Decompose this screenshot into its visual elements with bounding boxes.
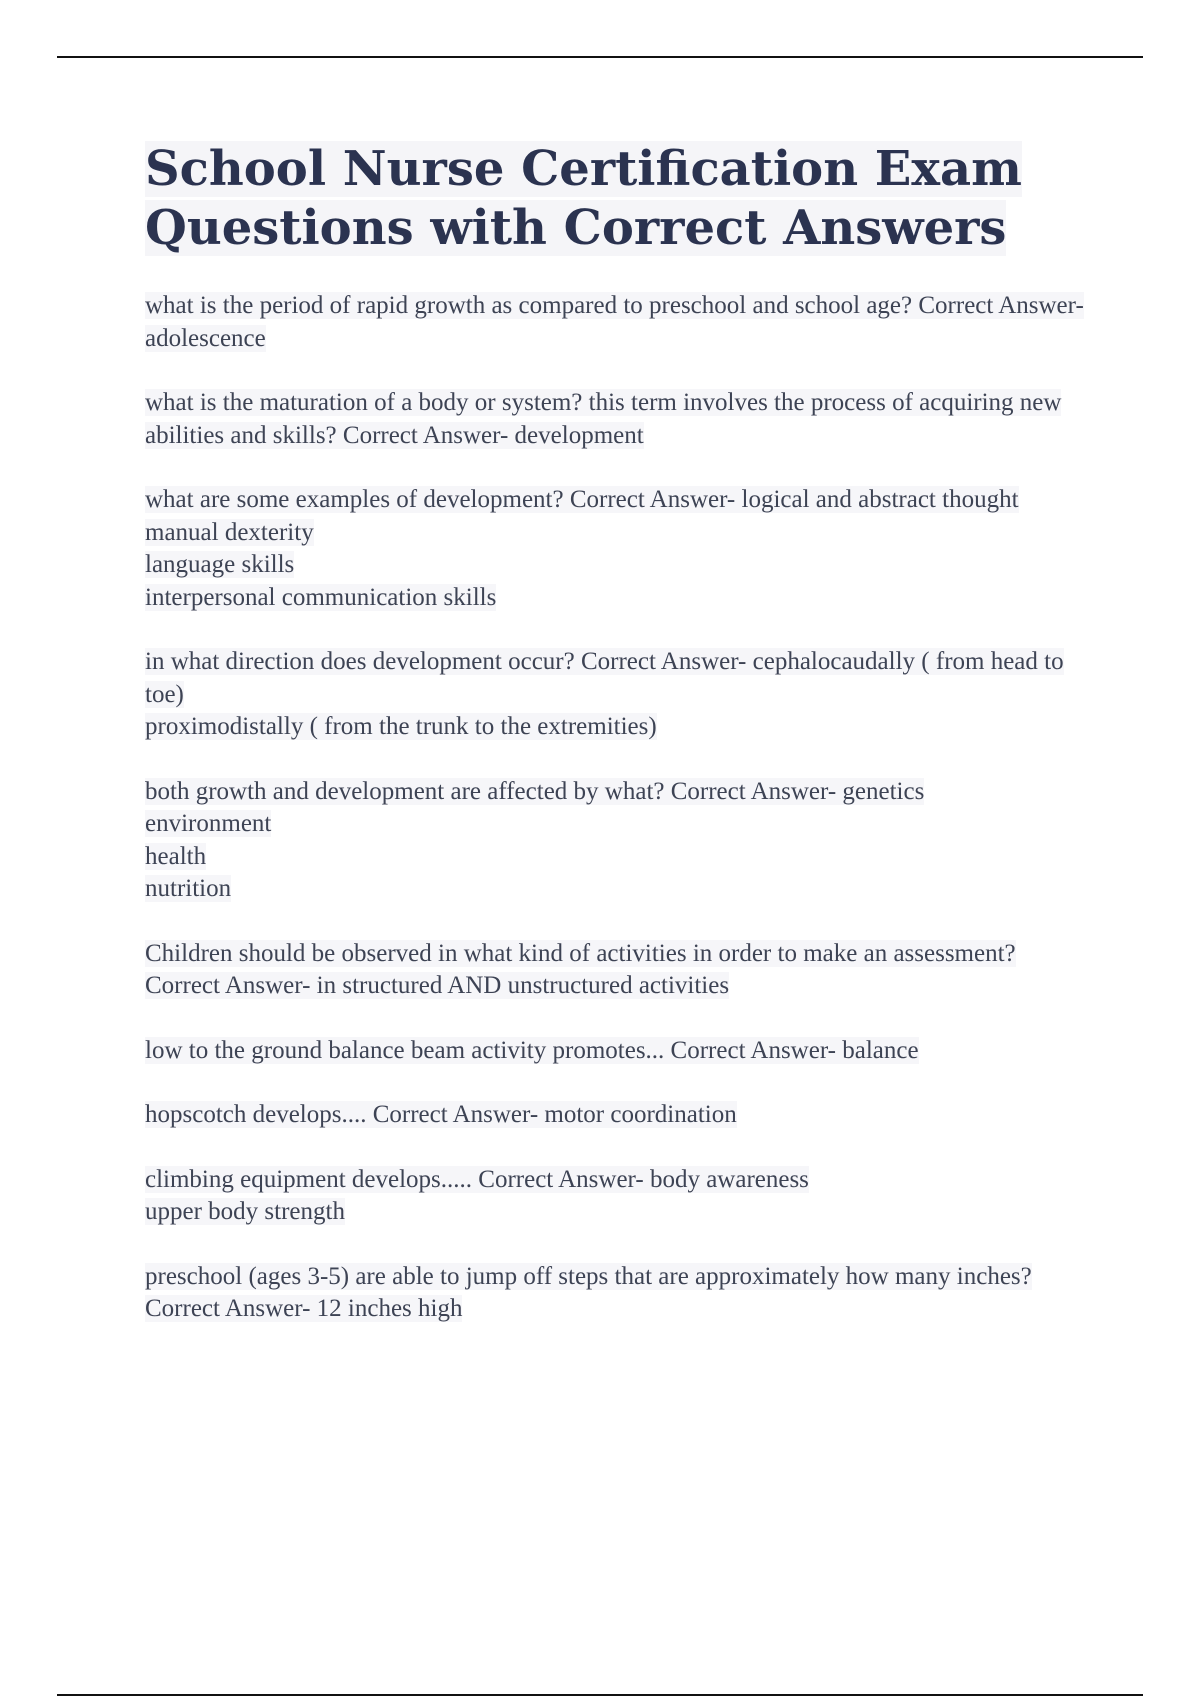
qa-item-9: [145, 1164, 1090, 1229]
title-line-2: Questions with Correct Answers: [145, 200, 1007, 256]
qa-extra-text: health: [145, 842, 207, 870]
qa-item-text: in what direction does development occur? Correct Answer- cephalocaudally ( from head to toe): [145, 648, 1064, 708]
qa-item-extra-line: [145, 711, 1090, 744]
qa-item-3: [145, 484, 1090, 614]
qa-item-extra-line: [145, 808, 1090, 841]
qa-item-7: [145, 1035, 1090, 1068]
top-rule: [57, 56, 1143, 58]
qa-extra-text: manual dexterity: [145, 518, 314, 546]
qa-item-1: [145, 290, 1090, 355]
qa-extra-text: language skills: [145, 551, 295, 578]
qa-item-2: [145, 387, 1090, 452]
qa-item-extra-line: [145, 873, 1090, 906]
qa-item-text: low to the ground balance beam activity promotes... Correct Answer- balance: [145, 1036, 919, 1064]
qa-item-extra-line: [145, 549, 1090, 582]
qa-item-6: [145, 938, 1090, 1003]
bottom-rule: [57, 1694, 1143, 1696]
qa-item-text: both growth and development are affected by what? Correct Answer- genetics: [145, 777, 925, 805]
qa-item-text: climbing equipment develops..... Correct Answer- body awareness: [145, 1165, 809, 1193]
qa-extra-text: interpersonal communication skills: [145, 583, 497, 611]
document-title: [145, 140, 1090, 258]
qa-item-text: hopscotch develops.... Correct Answer- motor coordination: [145, 1101, 737, 1128]
qa-extra-text: proximodistally ( from the trunk to the extremities): [145, 713, 657, 740]
qa-item-text: what is the period of rapid growth as compared to preschool and school age? Correct Answer- adolescence: [145, 292, 1084, 352]
qa-item-extra-line: [145, 517, 1090, 550]
qa-item-4: [145, 646, 1090, 744]
title-line-1: School Nurse Certification Exam: [145, 141, 1022, 197]
qa-item-extra-line: [145, 841, 1090, 874]
qa-extra-text: environment: [145, 810, 272, 837]
qa-item-extra-line: [145, 582, 1090, 615]
qa-extra-text: upper body strength: [145, 1198, 345, 1225]
qa-item-text: what are some examples of development? Correct Answer- logical and abstract thought: [145, 486, 1019, 513]
document-body: [145, 140, 1090, 1358]
qa-item-8: [145, 1099, 1090, 1132]
qa-item-text: Children should be observed in what kind of activities in order to make an assessment? Correct Answer- in structured AND unstructured activities: [145, 939, 1016, 999]
qa-item-text: preschool (ages 3-5) are able to jump off steps that are approximately how many inches? Correct Answer- 12 inches high: [145, 1262, 1032, 1322]
qa-item-text: what is the maturation of a body or system? this term involves the process of acquiring new abilities and skills? Correct Answer- development: [145, 389, 1062, 449]
qa-item-extra-line: [145, 1196, 1090, 1229]
qa-item-10: [145, 1261, 1090, 1326]
qa-item-5: [145, 776, 1090, 906]
qa-extra-text: nutrition: [145, 875, 232, 902]
